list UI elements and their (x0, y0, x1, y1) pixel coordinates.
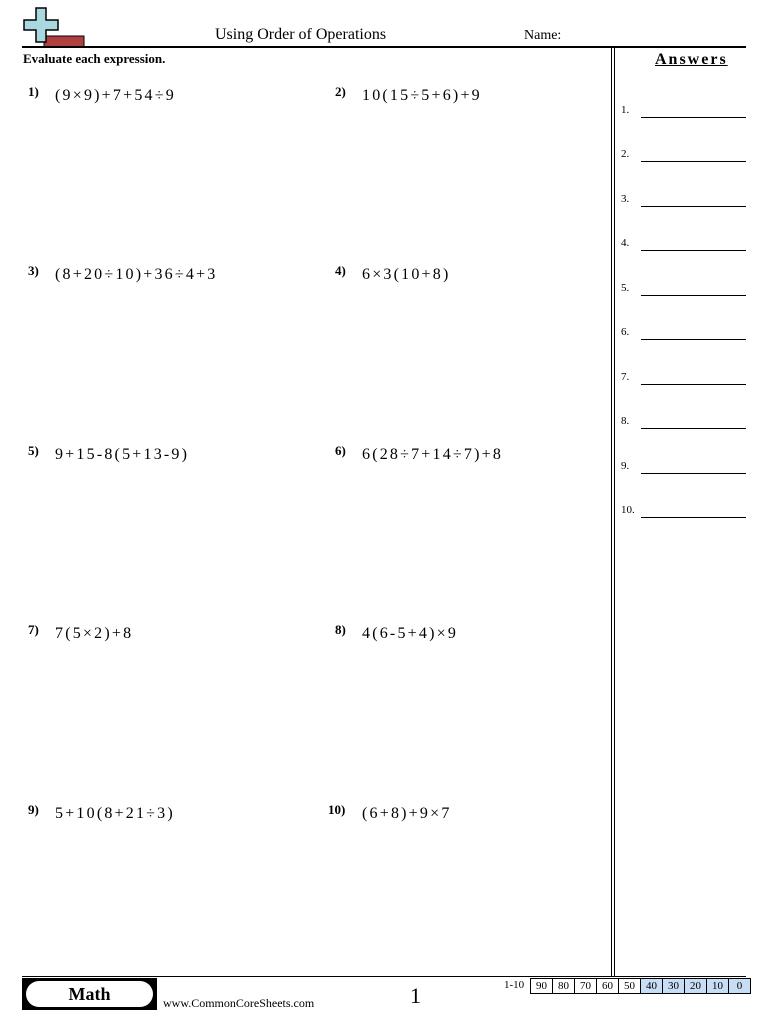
problem-expression: (8+20÷10)+36÷4+3 (55, 266, 218, 283)
problem-number: 5) (28, 443, 39, 458)
answer-row-7 (621, 367, 746, 385)
answer-number: 6. (621, 326, 630, 338)
page-number: 1 (410, 983, 421, 1008)
header-rule (22, 46, 746, 48)
score-range-label: 1-10 (504, 979, 525, 991)
answer-blank[interactable] (641, 206, 746, 207)
problem-expression: 5+10(8+21÷3) (55, 805, 175, 822)
problem-expression: 4(6-5+4)×9 (362, 625, 459, 642)
math-badge-label: Math (26, 981, 153, 1007)
answer-number: 1. (621, 104, 630, 116)
answer-blank[interactable] (641, 428, 746, 429)
problem-expression: 6×3(10+8) (362, 266, 451, 283)
answer-number: 8. (621, 415, 630, 427)
answer-number: 7. (621, 371, 630, 383)
answer-row-1 (621, 100, 746, 118)
answer-blank[interactable] (641, 250, 746, 251)
problem-number: 3) (28, 263, 39, 278)
answer-number: 2. (621, 148, 630, 160)
score-cell: 0 (728, 978, 751, 994)
logo-plus-icon (22, 6, 88, 48)
footer-rule (22, 976, 746, 977)
math-badge (22, 978, 157, 1010)
score-cell: 70 (574, 978, 597, 994)
answer-divider (611, 46, 612, 976)
answers-title: Answers (655, 51, 728, 68)
problem-expression: 9+15-8(5+13-9) (55, 446, 190, 463)
problem-number: 7) (28, 622, 39, 637)
score-cell: 40 (640, 978, 663, 994)
answer-number: 4. (621, 237, 630, 249)
answer-blank[interactable] (641, 473, 746, 474)
problem-expression: (9×9)+7+54÷9 (55, 87, 176, 104)
answer-row-8 (621, 411, 746, 429)
score-cell: 20 (684, 978, 707, 994)
answer-blank[interactable] (641, 161, 746, 162)
score-cell: 60 (596, 978, 619, 994)
answer-row-5 (621, 278, 746, 296)
answer-number: 9. (621, 460, 630, 472)
score-cell: 90 (530, 978, 553, 994)
problem-number: 8) (335, 622, 346, 637)
answer-blank[interactable] (641, 117, 746, 118)
answer-number: 10. (621, 504, 635, 516)
problem-expression: 7(5×2)+8 (55, 625, 134, 642)
problem-number: 10) (328, 802, 346, 817)
answer-divider (614, 46, 615, 976)
answer-blank[interactable] (641, 517, 746, 518)
instructions: Evaluate each expression. (23, 51, 166, 66)
problem-number: 1) (28, 84, 39, 99)
answer-blank[interactable] (641, 384, 746, 385)
problem-number: 6) (335, 443, 346, 458)
name-label: Name: (524, 28, 562, 43)
problem-expression: 6(28÷7+14÷7)+8 (362, 446, 504, 463)
answer-row-2 (621, 144, 746, 162)
answer-row-3 (621, 189, 746, 207)
answer-row-9 (621, 456, 746, 474)
answer-row-6 (621, 322, 746, 340)
score-cell: 80 (552, 978, 575, 994)
score-cell: 50 (618, 978, 641, 994)
answer-blank[interactable] (641, 295, 746, 296)
score-cell: 30 (662, 978, 685, 994)
problem-expression: 10(15÷5+6)+9 (362, 87, 482, 104)
answer-number: 3. (621, 193, 630, 205)
problem-number: 4) (335, 263, 346, 278)
problem-expression: (6+8)+9×7 (362, 805, 452, 822)
problem-number: 2) (335, 84, 346, 99)
answer-blank[interactable] (641, 339, 746, 340)
score-cell: 10 (706, 978, 729, 994)
answer-row-4 (621, 233, 746, 251)
answer-row-10 (621, 500, 746, 518)
problem-number: 9) (28, 802, 39, 817)
site-url: www.CommonCoreSheets.com (163, 996, 315, 1010)
score-table (531, 978, 751, 994)
page-title: Using Order of Operations (215, 26, 387, 43)
answer-number: 5. (621, 282, 630, 294)
